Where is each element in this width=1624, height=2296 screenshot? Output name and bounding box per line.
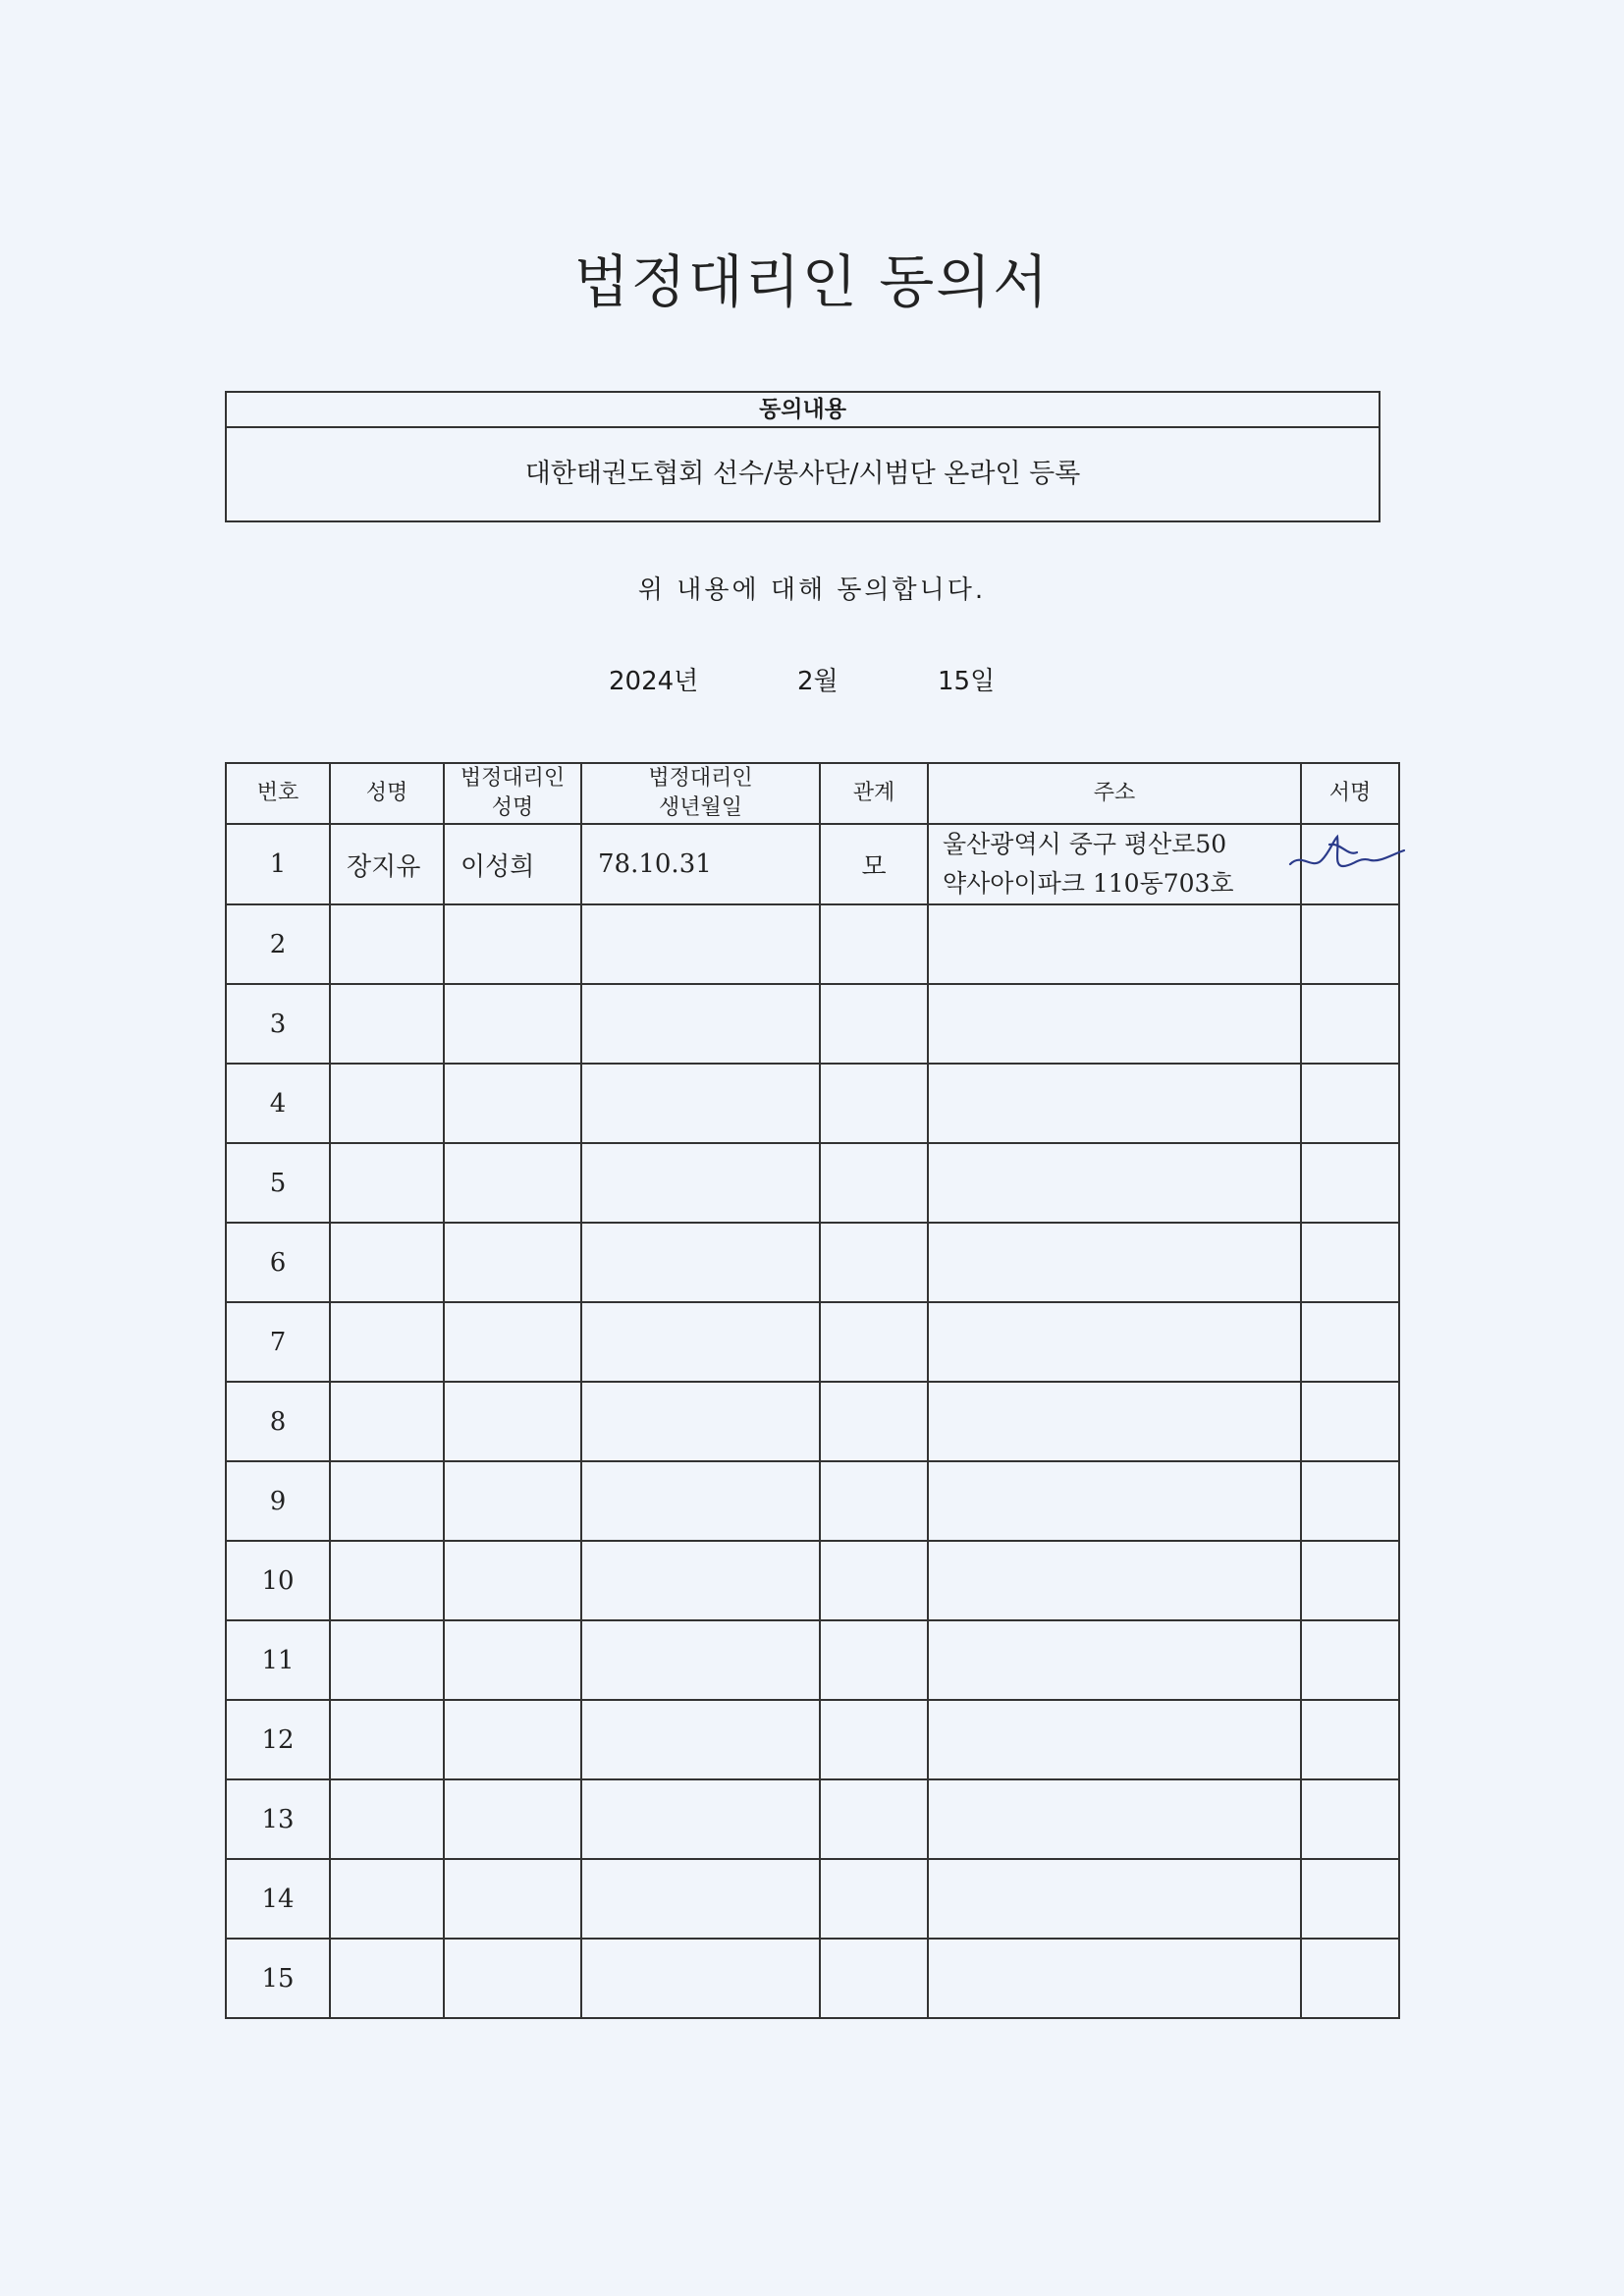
cell-signature <box>1301 1223 1399 1302</box>
cell-name <box>330 1461 444 1541</box>
cell-signature <box>1301 1143 1399 1223</box>
cell-no: 1 <box>226 824 330 904</box>
cell-signature <box>1301 1461 1399 1541</box>
table-row <box>226 1620 1399 1700</box>
date-month: 2월 <box>797 667 839 696</box>
cell-rep-name <box>444 1302 581 1382</box>
cell-name <box>330 1620 444 1700</box>
cell-signature <box>1301 1779 1399 1859</box>
cell-relation: 모 <box>820 824 928 904</box>
cell-no: 7 <box>226 1302 330 1382</box>
header-rep-birth-text: 법정대리인 생년월일 <box>648 766 753 820</box>
cell-relation <box>820 1064 928 1143</box>
cell-rep-name <box>444 1382 581 1461</box>
table-row <box>226 1143 1399 1223</box>
table-row <box>226 984 1399 1064</box>
agree-statement: 위 내용에 대해 동의합니다. <box>637 575 987 605</box>
cell-signature <box>1301 904 1399 984</box>
table-row <box>226 1382 1399 1461</box>
cell-rep-name <box>444 904 581 984</box>
cell-no: 10 <box>226 1541 330 1620</box>
table-row <box>226 904 1399 984</box>
cell-signature <box>1301 1541 1399 1620</box>
cell-rep-name <box>444 1859 581 1939</box>
cell-signature <box>1301 824 1399 904</box>
cell-relation <box>820 984 928 1064</box>
cell-relation <box>820 1859 928 1939</box>
header-no: 번호 <box>226 763 330 824</box>
signature-scribble <box>1282 817 1410 886</box>
cell-address <box>928 1700 1301 1779</box>
table-row <box>226 1700 1399 1779</box>
cell-rep-name <box>444 1223 581 1302</box>
cell-relation <box>820 904 928 984</box>
consent-content: 대한태권도협회 선수/봉사단/시범단 온라인 등록 <box>524 459 1081 489</box>
cell-address <box>928 1382 1301 1461</box>
cell-no: 15 <box>226 1939 330 2018</box>
cell-relation <box>820 1302 928 1382</box>
cell-rep-name: 이성희 <box>444 824 581 904</box>
cell-rep-name <box>444 984 581 1064</box>
table-row <box>226 1064 1399 1143</box>
cell-address <box>928 1620 1301 1700</box>
cell-relation <box>820 1620 928 1700</box>
cell-address <box>928 1064 1301 1143</box>
header-relation: 관계 <box>820 763 928 824</box>
cell-address <box>928 1461 1301 1541</box>
cell-no: 2 <box>226 904 330 984</box>
cell-name <box>330 1939 444 2018</box>
consent-box <box>225 391 1380 522</box>
cell-relation <box>820 1779 928 1859</box>
cell-address <box>928 984 1301 1064</box>
cell-address <box>928 1223 1301 1302</box>
header-address: 주소 <box>928 763 1301 824</box>
header-name: 성명 <box>330 763 444 824</box>
cell-signature <box>1301 1939 1399 2018</box>
cell-rep-birth <box>581 1382 820 1461</box>
cell-relation <box>820 1143 928 1223</box>
cell-address <box>928 904 1301 984</box>
table-row <box>226 1461 1399 1541</box>
cell-signature <box>1301 1700 1399 1779</box>
cell-no: 13 <box>226 1779 330 1859</box>
cell-address <box>928 1939 1301 2018</box>
cell-no: 8 <box>226 1382 330 1461</box>
cell-no: 9 <box>226 1461 330 1541</box>
cell-rep-birth <box>581 1779 820 1859</box>
cell-name <box>330 1779 444 1859</box>
cell-relation <box>820 1541 928 1620</box>
date-day: 15일 <box>938 667 996 696</box>
cell-name: 장지유 <box>330 824 444 904</box>
cell-signature <box>1301 1620 1399 1700</box>
cell-relation <box>820 1700 928 1779</box>
cell-rep-birth <box>581 1939 820 2018</box>
cell-signature <box>1301 984 1399 1064</box>
cell-rep-name <box>444 1064 581 1143</box>
cell-name <box>330 1541 444 1620</box>
cell-no: 12 <box>226 1700 330 1779</box>
cell-name <box>330 1143 444 1223</box>
cell-signature <box>1301 1064 1399 1143</box>
cell-rep-name <box>444 1779 581 1859</box>
document-title: 법정대리인 동의서 <box>573 248 1051 315</box>
cell-no: 5 <box>226 1143 330 1223</box>
cell-rep-birth <box>581 904 820 984</box>
cell-rep-birth <box>581 1541 820 1620</box>
header-rep-name <box>444 763 581 824</box>
cell-no: 11 <box>226 1620 330 1700</box>
table-row <box>226 1859 1399 1939</box>
cell-relation <box>820 1939 928 2018</box>
cell-name <box>330 1700 444 1779</box>
cell-rep-name <box>444 1620 581 1700</box>
cell-name <box>330 984 444 1064</box>
cell-name <box>330 1064 444 1143</box>
cell-rep-birth <box>581 1859 820 1939</box>
cell-rep-birth <box>581 1064 820 1143</box>
cell-rep-birth <box>581 1620 820 1700</box>
table-row <box>226 1779 1399 1859</box>
consent-heading: 동의내용 <box>227 393 1379 428</box>
cell-rep-birth: 78.10.31 <box>581 824 820 904</box>
cell-no: 14 <box>226 1859 330 1939</box>
cell-name <box>330 1382 444 1461</box>
cell-signature <box>1301 1859 1399 1939</box>
header-signature: 서명 <box>1301 763 1399 824</box>
cell-signature <box>1301 1382 1399 1461</box>
cell-rep-birth <box>581 1700 820 1779</box>
cell-address <box>928 824 1301 904</box>
address-line-2: 약사아이파크 110동703호 <box>943 869 1234 898</box>
cell-rep-birth <box>581 1143 820 1223</box>
cell-no: 4 <box>226 1064 330 1143</box>
cell-no: 3 <box>226 984 330 1064</box>
cell-rep-name <box>444 1700 581 1779</box>
table-row <box>226 1302 1399 1382</box>
cell-address <box>928 1302 1301 1382</box>
table-row <box>226 824 1399 904</box>
table-header-row <box>226 763 1399 824</box>
cell-relation <box>820 1223 928 1302</box>
cell-address <box>928 1859 1301 1939</box>
cell-rep-name <box>444 1143 581 1223</box>
table-row <box>226 1223 1399 1302</box>
table-row <box>226 1541 1399 1620</box>
consent-table <box>225 762 1400 2019</box>
cell-relation <box>820 1382 928 1461</box>
cell-signature <box>1301 1302 1399 1382</box>
cell-name <box>330 1859 444 1939</box>
cell-address <box>928 1143 1301 1223</box>
cell-rep-name <box>444 1541 581 1620</box>
date-year: 2024년 <box>609 667 699 696</box>
cell-rep-birth <box>581 1223 820 1302</box>
cell-name <box>330 904 444 984</box>
cell-name <box>330 1302 444 1382</box>
cell-address <box>928 1779 1301 1859</box>
cell-relation <box>820 1461 928 1541</box>
cell-rep-birth <box>581 984 820 1064</box>
header-rep-birth <box>581 763 820 824</box>
cell-name <box>330 1223 444 1302</box>
cell-address <box>928 1541 1301 1620</box>
cell-rep-birth <box>581 1302 820 1382</box>
cell-no: 6 <box>226 1223 330 1302</box>
table-row <box>226 1939 1399 2018</box>
header-rep-name-text: 법정대리인 성명 <box>460 766 566 820</box>
cell-rep-birth <box>581 1461 820 1541</box>
cell-rep-name <box>444 1461 581 1541</box>
cell-rep-name <box>444 1939 581 2018</box>
address-line-1: 울산광역시 중구 평산로50 <box>943 830 1227 858</box>
